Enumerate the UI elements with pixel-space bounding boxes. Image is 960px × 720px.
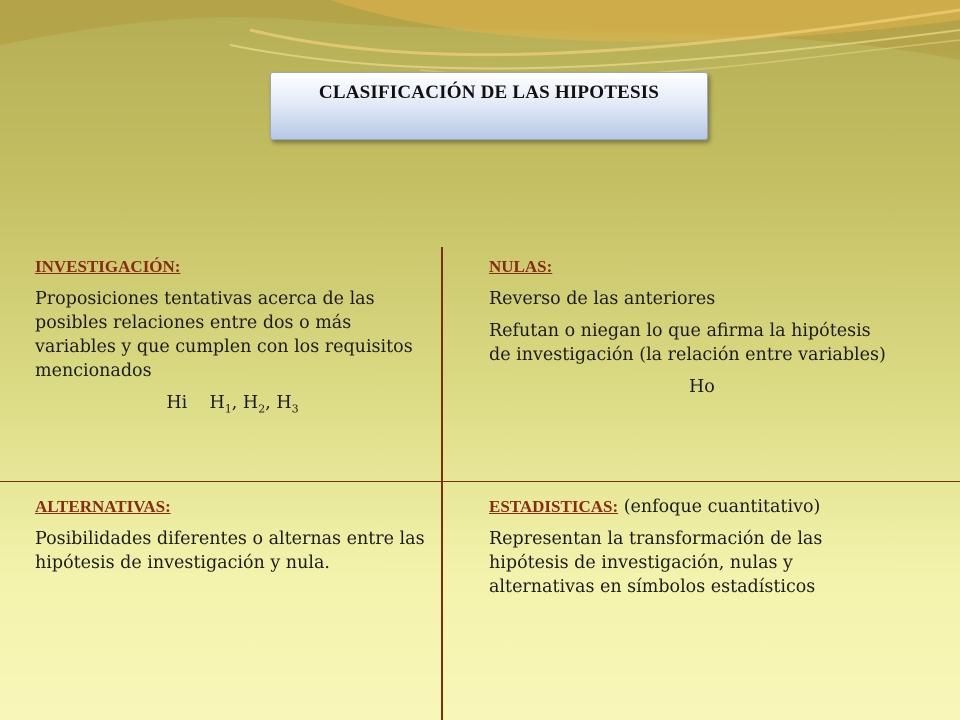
nulas-heading: NULAS:: [489, 257, 553, 276]
estadisticas-note: (enfoque cuantitativo): [623, 497, 821, 517]
hi-symbol: Hi: [166, 393, 188, 413]
alternativas-heading: ALTERNATIVAS:: [35, 497, 171, 516]
title-box: [270, 72, 708, 140]
vertical-divider: [441, 247, 443, 720]
ho-symbol: Ho: [689, 377, 715, 397]
h3-symbol: $H_3$: [276, 393, 299, 416]
h1-symbol: $H_1$: [209, 393, 232, 416]
investigacion-symbols: Hi $H_1$, $H_2$, $H_3$: [166, 393, 299, 416]
nulas-text-1: Reverso de las anteriores: [489, 289, 716, 309]
investigacion-heading: INVESTIGACIÓN:: [35, 257, 181, 276]
estadisticas-heading-line: [489, 495, 899, 519]
cell-alternativas: [35, 495, 430, 583]
cell-nulas: [489, 255, 889, 407]
cell-estadisticas: [489, 495, 899, 607]
estadisticas-text: Representan la transformación de las hipótesis de investigación, nulas y alternativas en símbolos estadísticos: [489, 529, 823, 597]
investigacion-text: Proposiciones tentativas acerca de las posibles relaciones entre dos o más variables y que cumplen con los requisitos mencionados: [35, 289, 413, 381]
h2-symbol: $H_2$: [242, 393, 266, 416]
cell-investigacion: [35, 255, 430, 430]
nulas-text-2: Refutan o niegan lo que afirma la hipótesis de investigación (la relación entre variables): [489, 321, 886, 365]
alternativas-text: Posibilidades diferentes o alternas entre las hipótesis de investigación y nula.: [35, 529, 425, 573]
horizontal-divider: [0, 481, 960, 482]
estadisticas-heading: ESTADISTICAS:: [489, 497, 619, 516]
page-title: CLASIFICACIÓN DE LAS HIPOTESIS: [318, 82, 660, 103]
